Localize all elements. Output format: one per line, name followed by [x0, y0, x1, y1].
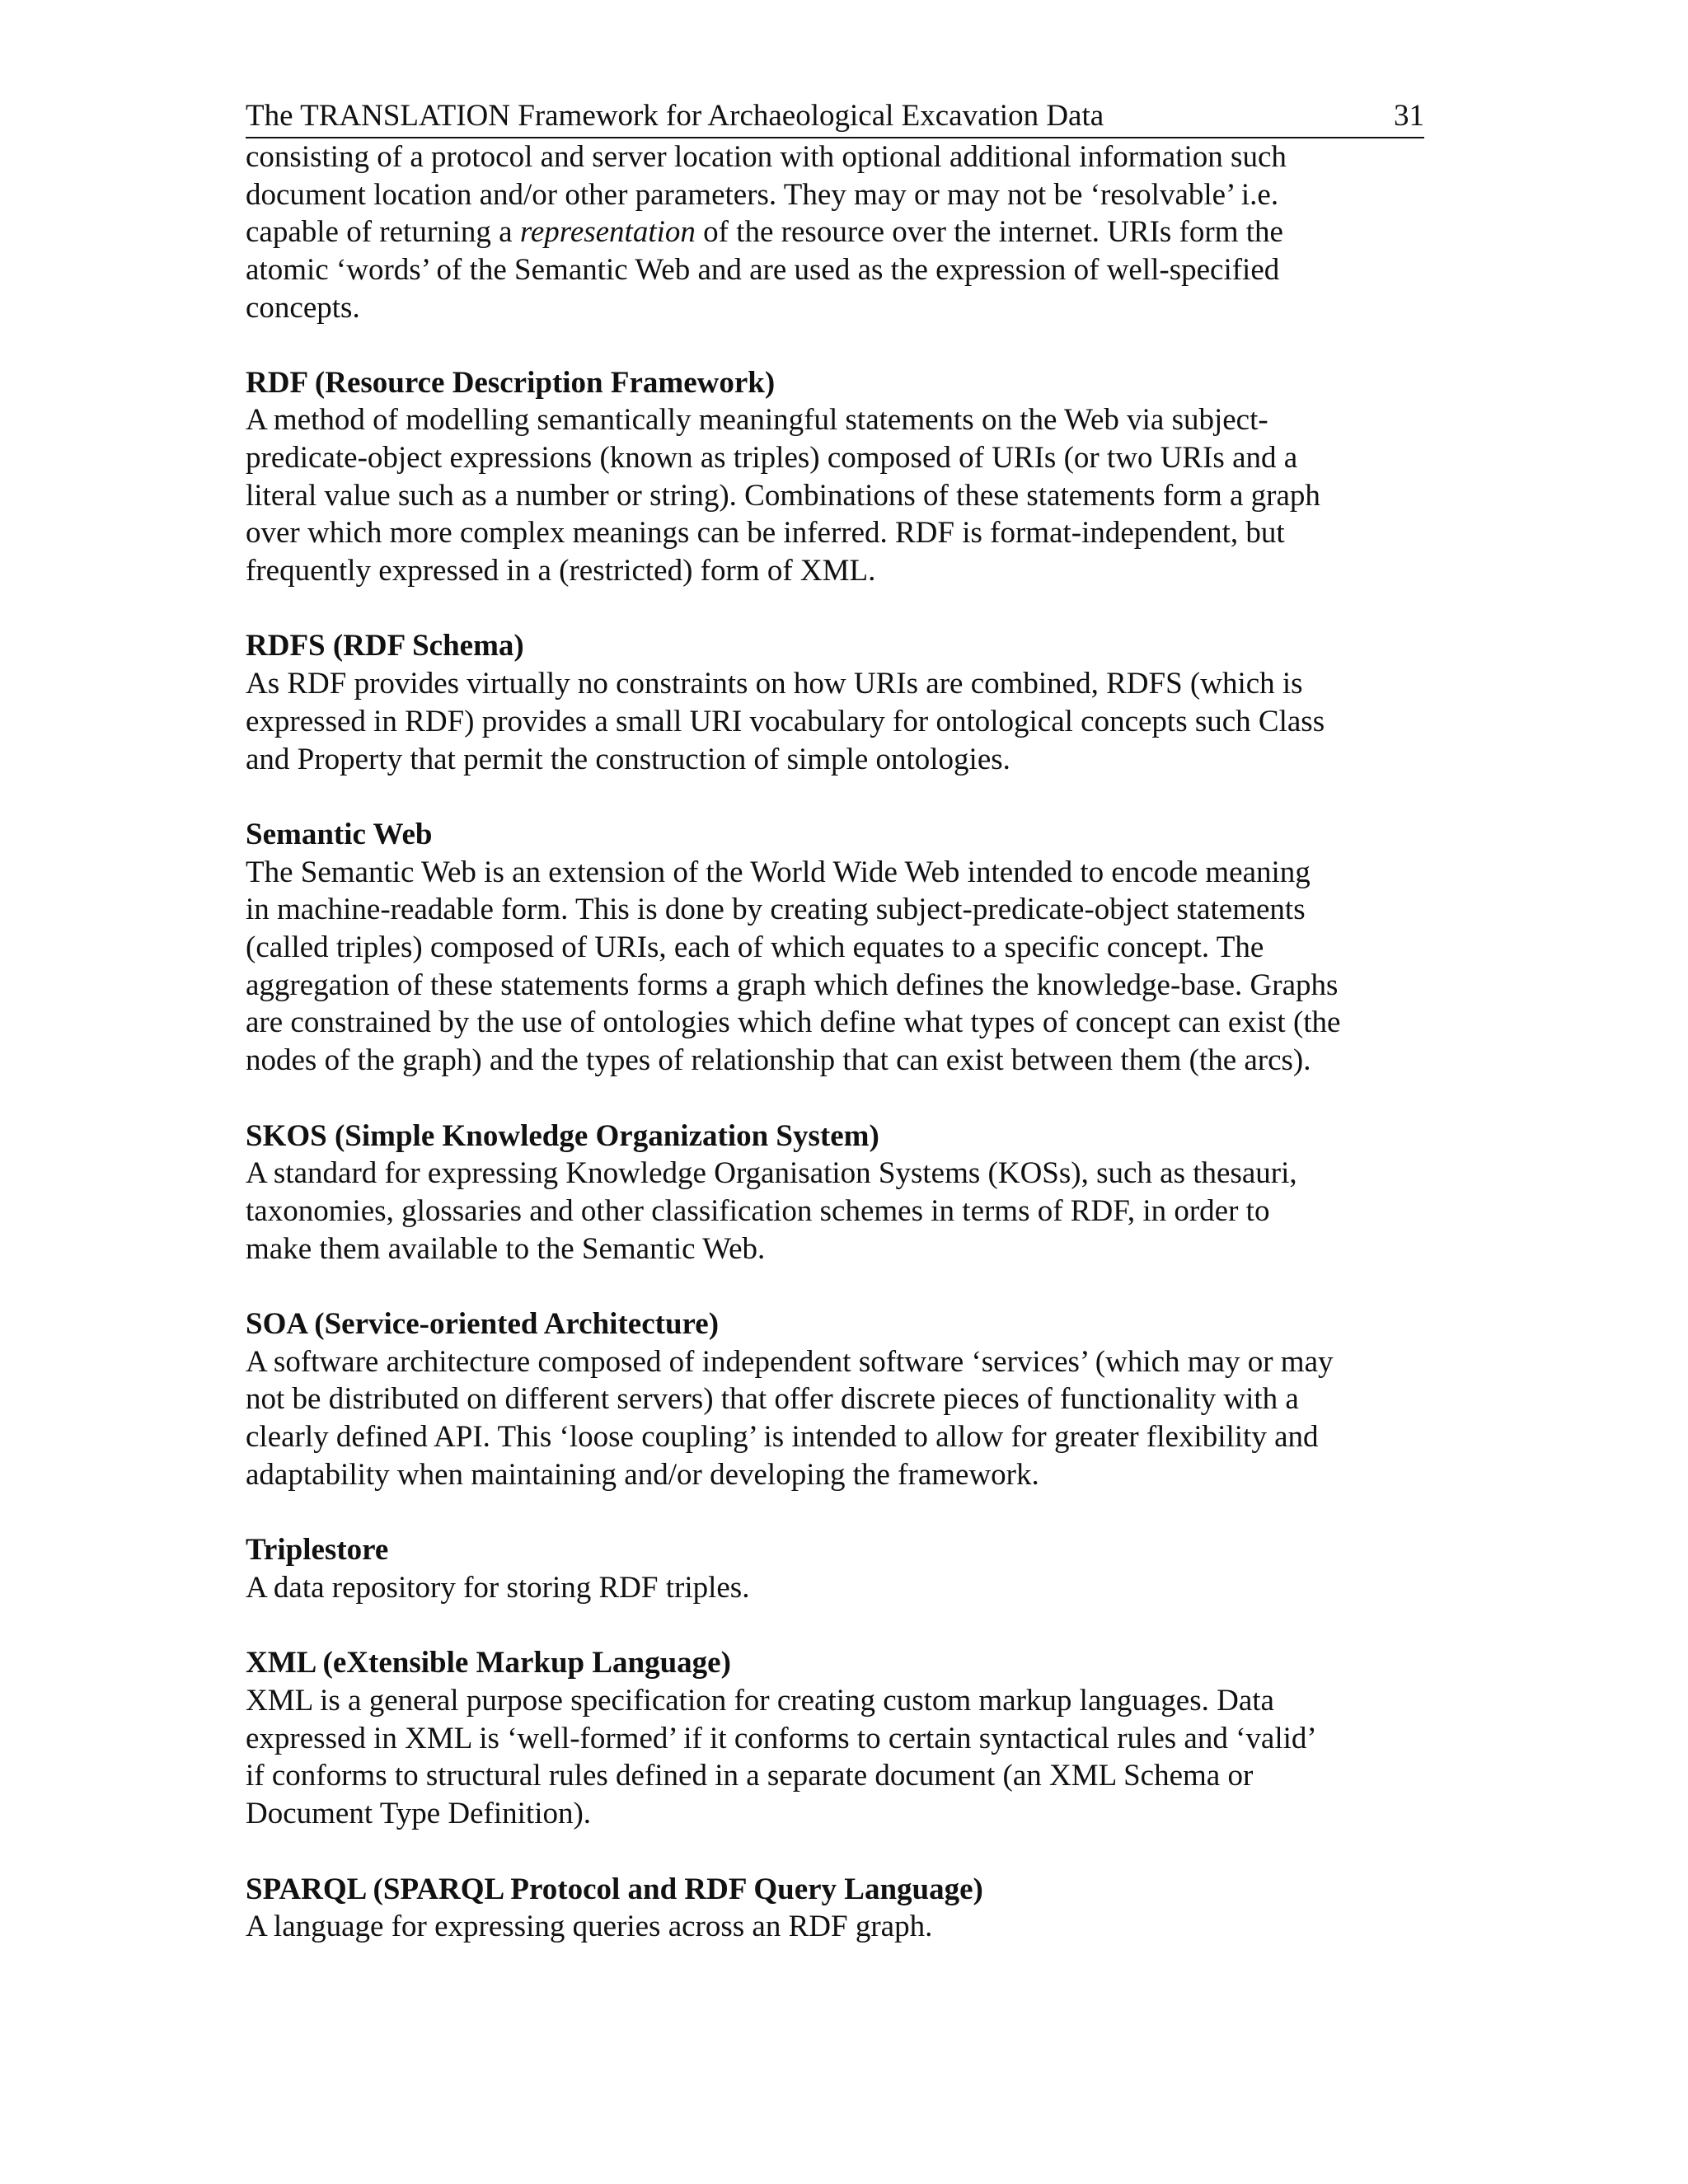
- glossary-term: Triplestore: [246, 1533, 389, 1568]
- running-header: [246, 97, 1424, 138]
- glossary-entry-xml: [246, 1644, 1424, 1833]
- continuation-text-end: of the resource over the internet. URIs form the atomic ‘words’ of the Semantic Web and are used as the expression of well-specified concepts.: [246, 215, 1283, 325]
- glossary-term: XML (eXtensible Markup Language): [246, 1646, 731, 1680]
- glossary-entry-semantic-web: [246, 816, 1424, 1080]
- document-title: The TRANSLATION Framework for Archaeological Excavation Data: [246, 99, 1104, 133]
- glossary-entry-rdf: [246, 364, 1424, 590]
- document-page: [246, 97, 1424, 1984]
- glossary-entry-sparql: [246, 1871, 1424, 1946]
- continuation-paragraph: [246, 138, 1424, 327]
- glossary-definition: As RDF provides virtually no constraints on how URIs are combined, RDFS (which is expressed in RDF) provides a small URI vocabulary for ontological concepts such Class and Property that permit the construction of simple ontologies.: [246, 667, 1325, 776]
- glossary-term: RDFS (RDF Schema): [246, 629, 524, 663]
- glossary-entries: [246, 364, 1424, 1946]
- glossary-term: Semantic Web: [246, 817, 433, 851]
- glossary-definition: A language for expressing queries across an RDF graph.: [246, 1910, 933, 1944]
- glossary-definition: XML is a general purpose specification for creating custom markup languages. Data expressed in XML is ‘well-formed’ if it conforms to certain syntactical rules and ‘valid’ if conforms to structural rules defined in a separate document (an XML Schema or Document Type Definition).: [246, 1684, 1317, 1831]
- glossary-definition: The Semantic Web is an extension of the World Wide Web intended to encode meaning in machine-readable form. This is done by creating subject-predicate-object statements (called triples) composed of URIs, each of which equates to a specific concept. The aggregation of these statements forms a graph which defines the knowledge-base. Graphs are constrained by the use of ontologies which define what types of concept can exist (the nodes of the graph) and the types of relationship that can exist between them (the arcs).: [246, 855, 1341, 1078]
- continuation-text-start: consisting of a protocol and server location with optional additional information such document location and/or other parameters. They may or may not be ‘resolvable’ i.e. capable of returning a: [246, 140, 1287, 250]
- glossary-entry-rdfs: [246, 627, 1424, 778]
- glossary-term: SOA (Service-oriented Architecture): [246, 1307, 720, 1342]
- glossary-term: RDF (Resource Description Framework): [246, 365, 776, 400]
- glossary-definition: A software architecture composed of independent software ‘services’ (which may or may not be distributed on different servers) that offer discrete pieces of functionality with a clearly defined API. This ‘loose coupling’ is intended to allow for greater flexibility and adaptability when maintaining and/or developing the framework.: [246, 1344, 1334, 1492]
- glossary-entry-triplestore: [246, 1531, 1424, 1606]
- glossary-entry-skos: [246, 1118, 1424, 1268]
- glossary-entry-soa: [246, 1305, 1424, 1494]
- glossary-definition: A standard for expressing Knowledge Organisation Systems (KOSs), such as thesauri, taxonomies, glossaries and other classification schemes in terms of RDF, in order to make them available to the Semantic Web.: [246, 1156, 1297, 1266]
- glossary-term: SKOS (Simple Knowledge Organization System): [246, 1118, 879, 1153]
- glossary-definition: A data repository for storing RDF triples.: [246, 1570, 750, 1605]
- glossary-term: SPARQL (SPARQL Protocol and RDF Query Language): [246, 1872, 983, 1906]
- page-number: 31: [1394, 99, 1424, 133]
- glossary-definition: A method of modelling semantically meaningful statements on the Web via subject- predicate-object expressions (known as triples) composed of URIs (or two URIs and a literal value such as a number or string). Combinations of these statements form a graph over which more complex meanings can be inferred. RDF is format-independent, but frequently expressed in a (restricted) form of XML.: [246, 403, 1320, 588]
- emphasized-word: representation: [519, 215, 696, 250]
